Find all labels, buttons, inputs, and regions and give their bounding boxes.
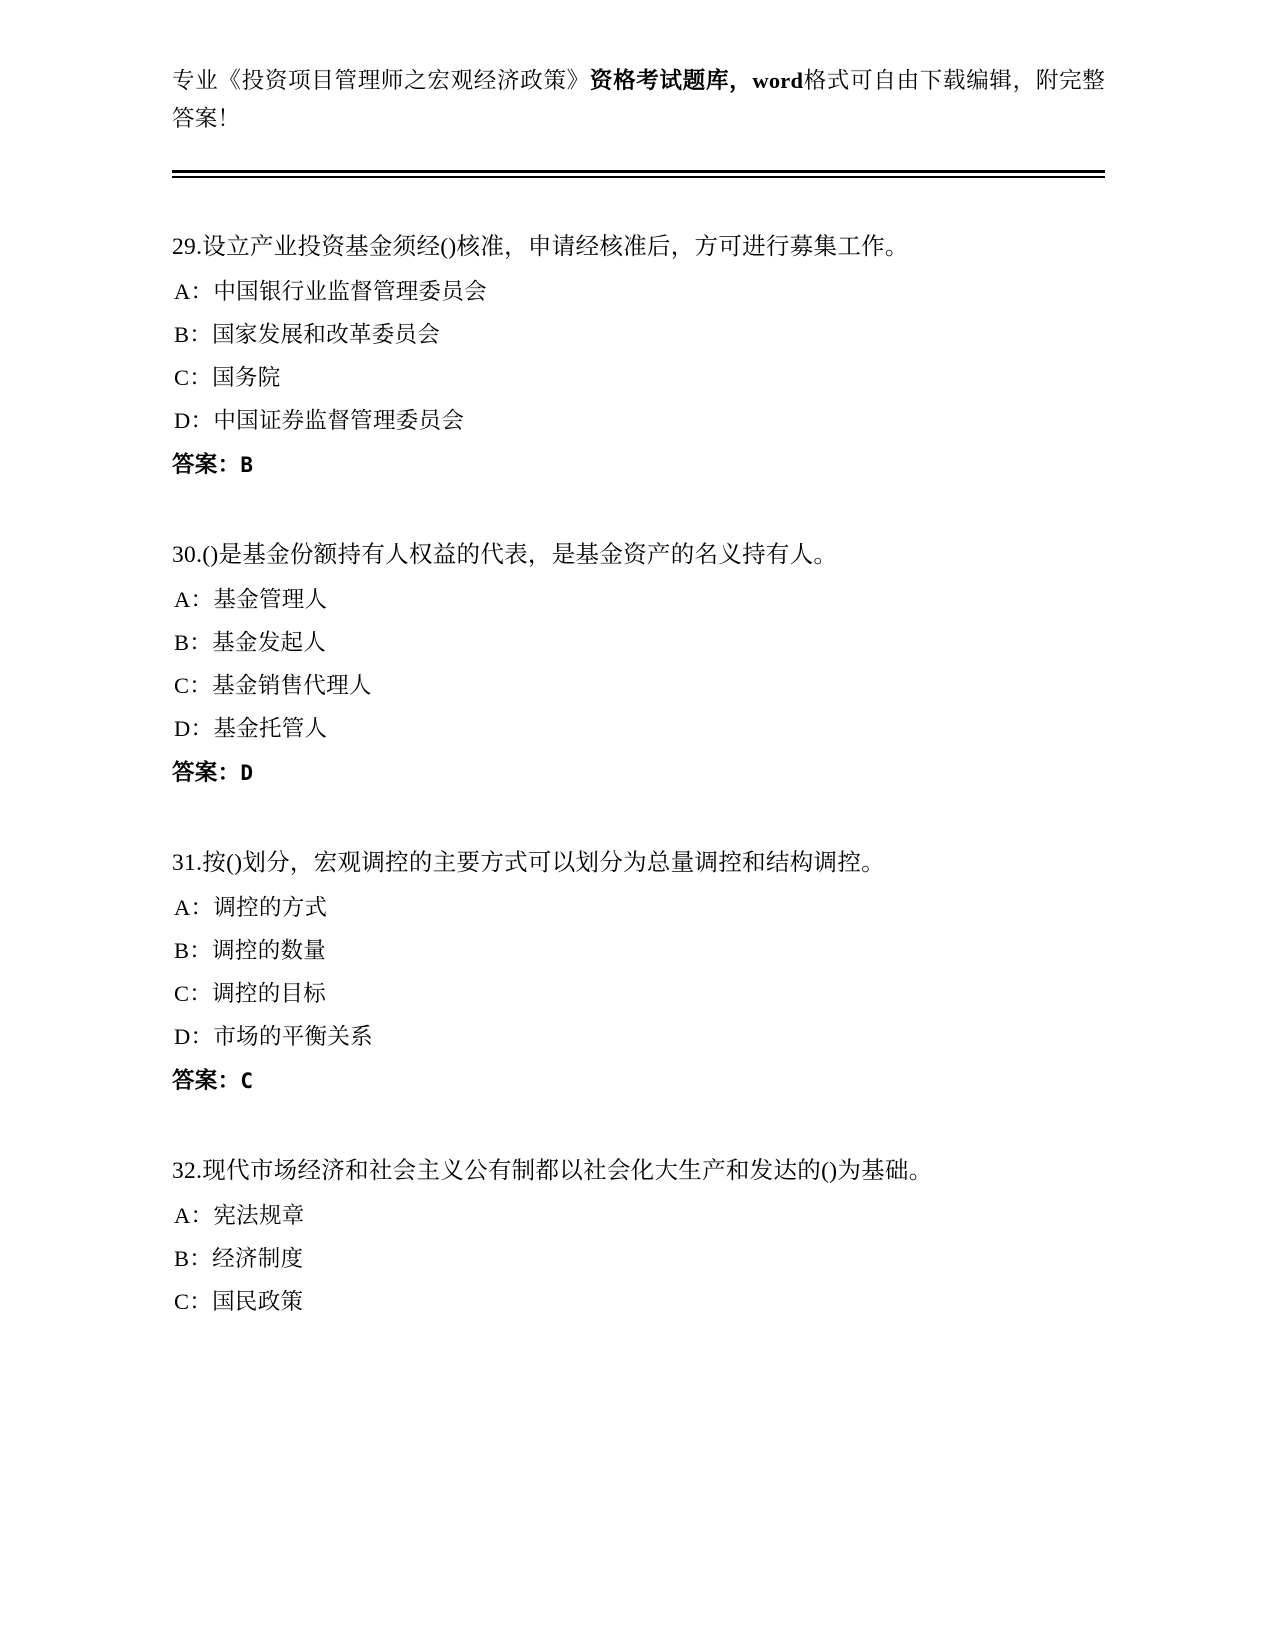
question-block	[172, 532, 1105, 796]
header-text-bold: 资格考试题库，word	[589, 68, 804, 93]
answer-label: 答案：	[172, 1067, 241, 1093]
answer-line	[172, 442, 1105, 488]
document-header	[172, 62, 1105, 138]
answer-value: B	[240, 452, 254, 477]
option-a: A：基金管理人	[174, 586, 328, 612]
question-text: 设立产业投资基金须经()核准，申请经核准后，方可进行募集工作。	[202, 233, 909, 260]
questions-container	[172, 224, 1105, 1323]
question-text: 现代市场经济和社会主义公有制都以社会化大生产和发达的()为基础。	[202, 1157, 933, 1184]
option-b: B：基金发起人	[174, 629, 327, 655]
option-b: B：经济制度	[174, 1245, 304, 1271]
header-text-prefix: 专业《投资项目管理师之宏观经济政策》	[172, 68, 590, 93]
option-b: B：调控的数量	[174, 937, 327, 963]
question-number: 32.	[172, 1157, 203, 1184]
option-a: A：中国银行业监督管理委员会	[174, 278, 487, 304]
option-d: D：市场的平衡关系	[174, 1023, 373, 1049]
answer-line	[172, 750, 1105, 796]
option-d: D：基金托管人	[174, 715, 328, 741]
option-c: C：调控的目标	[174, 980, 327, 1006]
option-b: B：国家发展和改革委员会	[174, 321, 441, 347]
question-number: 30.	[172, 541, 203, 568]
option-c: C：国民政策	[174, 1288, 304, 1314]
question-block	[172, 224, 1105, 488]
option-a: A：宪法规章	[174, 1202, 305, 1228]
question-stem	[172, 224, 1105, 270]
divider-thin-line	[172, 176, 1105, 178]
header-divider	[172, 170, 1105, 178]
header-text-suffix: 格式可自由下载编辑，附完整答案！	[172, 68, 1105, 131]
option-c: C：基金销售代理人	[174, 672, 372, 698]
answer-label: 答案：	[172, 759, 241, 785]
answer-value: D	[240, 760, 254, 785]
answer-line	[172, 1058, 1105, 1104]
question-number: 31.	[172, 849, 203, 876]
answer-label: 答案：	[172, 451, 241, 477]
question-block	[172, 1148, 1105, 1323]
option-d: D：中国证券监督管理委员会	[174, 407, 465, 433]
question-text: 按()划分，宏观调控的主要方式可以划分为总量调控和结构调控。	[202, 849, 885, 876]
question-block	[172, 840, 1105, 1104]
question-stem	[172, 1148, 1105, 1194]
answer-value: C	[240, 1068, 254, 1093]
question-stem	[172, 532, 1105, 578]
question-text: ()是基金份额持有人权益的代表，是基金资产的名义持有人。	[202, 541, 838, 568]
question-number: 29.	[172, 233, 203, 260]
question-stem	[172, 840, 1105, 886]
option-c: C：国务院	[174, 364, 281, 390]
option-a: A：调控的方式	[174, 894, 328, 920]
